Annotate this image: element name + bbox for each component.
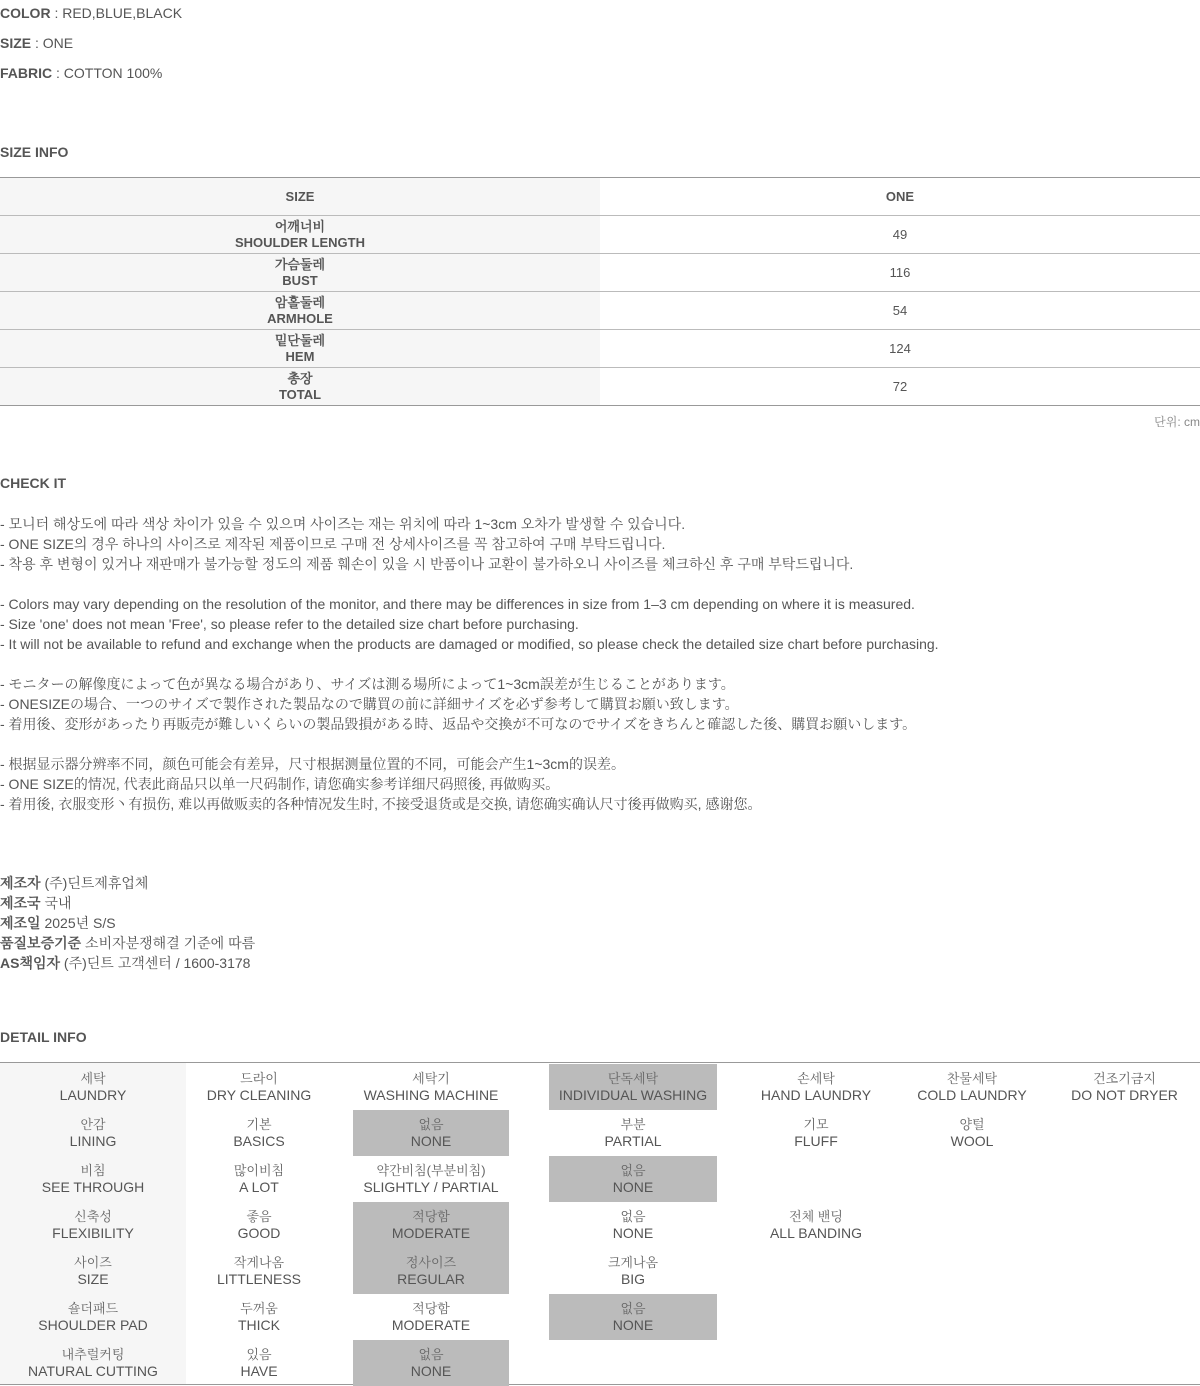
detail-ko: 적당함: [412, 1301, 450, 1316]
detail-ko: 사이즈: [74, 1255, 112, 1270]
detail-ko: 정사이즈: [405, 1255, 457, 1270]
detail-en: NONE: [612, 1225, 654, 1241]
detail-en: NONE: [612, 1179, 654, 1195]
detail-en: PARTIAL: [604, 1133, 662, 1149]
detail-en: HAND LAUNDRY: [760, 1087, 872, 1103]
detail-ko: 없음: [418, 1347, 444, 1362]
maker-line: [0, 913, 255, 933]
check-note-line: - ONE SIZE的情况, 代表此商品只以单一尺码制作, 请您确实参考详细尺码照後, 再做购买。: [0, 776, 560, 792]
check-gap: [0, 654, 1200, 674]
maker-label: 품질보증기준: [0, 935, 82, 951]
detail-option: [353, 1156, 509, 1202]
detail-row-label: [0, 1248, 186, 1294]
detail-ko: 전체 밴딩: [789, 1209, 843, 1224]
detail-en: BASICS: [233, 1133, 285, 1149]
detail-ko: 숄더패드: [67, 1301, 119, 1316]
detail-ko: 세탁기: [412, 1071, 450, 1086]
detail-en: LITTLENESS: [216, 1271, 302, 1287]
detail-option: [186, 1156, 332, 1202]
detail-en: LINING: [69, 1133, 117, 1149]
detail-en: NONE: [410, 1133, 452, 1149]
detail-ko: 비침: [80, 1163, 106, 1178]
detail-en: BIG: [620, 1271, 646, 1287]
detail-en: ALL BANDING: [769, 1225, 863, 1241]
check-it-notes: [0, 514, 1200, 814]
maker-line: [0, 893, 255, 913]
detail-option: [717, 1064, 915, 1110]
detail-en: WOOL: [950, 1133, 994, 1149]
detail-ko: 없음: [620, 1301, 646, 1316]
detail-row-label: [0, 1110, 186, 1156]
detail-option: [1049, 1064, 1200, 1110]
detail-en: WASHING MACHINE: [363, 1087, 499, 1103]
check-note-line: - 着用後, 衣服变形丶有损伤, 难以再做贩卖的各种情况发生时, 不接受退货或是交换, 请您确实确认尺寸後再做购买, 感谢您。: [0, 796, 762, 812]
maker-info: [0, 873, 255, 973]
detail-option-selected: [353, 1110, 509, 1156]
detail-ko: 부분: [620, 1117, 646, 1132]
detail-option: [549, 1248, 717, 1294]
detail-en: FLEXIBILITY: [52, 1225, 134, 1241]
size-table-row: [0, 368, 1200, 406]
check-it-title: CHECK IT: [0, 475, 67, 491]
check-note-line: - ONE SIZE의 경우 하나의 사이즈로 제작된 제품이므로 구매 전 상세사이즈를 꼭 참고하여 구매 부탁드립니다.: [0, 536, 666, 552]
detail-en: MODERATE: [391, 1225, 471, 1241]
spec-color: [0, 5, 182, 21]
size-measure-label: [0, 292, 600, 329]
detail-ko: 손세탁: [797, 1071, 835, 1086]
maker-value: 2025년 S/S: [40, 915, 116, 931]
size-measure-en: TOTAL: [278, 386, 322, 402]
detail-option: [186, 1064, 332, 1110]
spec-fabric-label: FABRIC: [0, 65, 53, 81]
size-measure-en: ARMHOLE: [267, 310, 333, 326]
detail-option: [717, 1202, 915, 1248]
detail-row-label: [0, 1064, 186, 1110]
detail-ko: 없음: [620, 1209, 646, 1224]
maker-label: 제조일: [0, 915, 41, 931]
maker-line: [0, 873, 255, 893]
spec-fabric-value: : COTTON 100%: [52, 65, 163, 81]
check-note-line: - 根据显示器分辨率不同，颜色可能会有差异，尺寸根据测量位置的不同，可能会产生1~3cm的误差。: [0, 756, 625, 772]
size-header-label: SIZE: [0, 178, 600, 215]
spec-fabric: [0, 65, 162, 81]
size-measure-label: [0, 368, 600, 405]
spec-size: [0, 35, 73, 51]
detail-info-title: DETAIL INFO: [0, 1029, 87, 1045]
size-measure-value: 116: [889, 265, 911, 280]
detail-en: REGULAR: [397, 1271, 465, 1287]
detail-en: DO NOT DRYER: [1071, 1087, 1178, 1103]
check-note-line: - 착용 후 변형이 있거나 재판매가 불가능할 정도의 제품 훼손이 있을 시 반품이나 교환이 불가하오니 사이즈를 체크하신 후 구매 부탁드립니다.: [0, 556, 854, 572]
detail-option: [549, 1202, 717, 1248]
check-note-line: - 着用後、変形があったり再販売が難しいくらいの製品毀損がある時、返品や交換が不可なのでサイズをきちんと確認した後、購買お願いします。: [0, 716, 917, 732]
size-measure-en: BUST: [282, 272, 318, 288]
detail-ko: 크게나옴: [607, 1255, 659, 1270]
detail-ko: 안감: [80, 1117, 106, 1132]
detail-ko: 적당함: [412, 1209, 450, 1224]
detail-en: HAVE: [240, 1363, 278, 1379]
check-note-line: - モニターの解像度によって色が異なる場合があり、サイズは測る場所によって1~3cm誤差が生じることがあります。: [0, 676, 735, 692]
size-measure-value: 49: [892, 227, 908, 242]
detail-ko: 작게나옴: [233, 1255, 285, 1270]
detail-en: SIZE: [77, 1271, 109, 1287]
detail-option: [549, 1110, 717, 1156]
check-note-line: - ONESIZEの場合、一つのサイズで製作された製品なので購買の前に詳細サイズを必ず参考して購買お願い致します。: [0, 696, 739, 712]
detail-ko: 많이비침: [233, 1163, 285, 1178]
detail-option-selected: [353, 1202, 509, 1248]
detail-en: NONE: [410, 1363, 452, 1379]
size-measure-ko: 가슴둘레: [274, 256, 326, 272]
detail-row-label: [0, 1156, 186, 1202]
detail-ko: 찬물세탁: [946, 1071, 998, 1086]
check-note-line: - It will not be available to refund and exchange when the products are damaged or modified, so please check the detailed size chart before purchasing.: [0, 636, 939, 652]
detail-ko: 기모: [803, 1117, 829, 1132]
detail-en: SEE THROUGH: [41, 1179, 145, 1195]
detail-ko: 기본: [246, 1117, 272, 1132]
check-gap: [0, 734, 1200, 754]
detail-option-selected: [353, 1248, 509, 1294]
detail-ko: 없음: [620, 1163, 646, 1178]
size-measure-en: HEM: [285, 348, 315, 364]
detail-ko: 세탁: [80, 1071, 106, 1086]
detail-en: GOOD: [237, 1225, 281, 1241]
size-measure-ko: 총장: [287, 370, 313, 386]
check-gap: [0, 574, 1200, 594]
maker-value: 국내: [40, 895, 72, 911]
detail-option-selected: [549, 1156, 717, 1202]
size-measure-ko: 밑단둘레: [274, 332, 326, 348]
size-table-header: [0, 178, 1200, 216]
detail-option: [186, 1340, 332, 1386]
maker-value: 소비자분쟁해결 기준에 따름: [81, 935, 256, 951]
detail-en: DRY CLEANING: [206, 1087, 312, 1103]
detail-option: [186, 1294, 332, 1340]
maker-value: (주)딘트 고객센터 / 1600-3178: [60, 955, 251, 971]
detail-ko: 신축성: [74, 1209, 112, 1224]
detail-ko: 약간비침(부분비침): [376, 1163, 486, 1178]
spec-size-label: SIZE: [0, 35, 32, 51]
size-measure-en: SHOULDER LENGTH: [235, 234, 365, 250]
detail-row-label: [0, 1202, 186, 1248]
detail-ko: 있음: [246, 1347, 272, 1362]
size-unit: 단위: cm: [1154, 415, 1200, 429]
maker-label: 제조국: [0, 895, 41, 911]
detail-ko: 단독세탁: [607, 1071, 659, 1086]
size-table-row: [0, 216, 1200, 254]
size-measure-ko: 암홀둘레: [274, 294, 326, 310]
detail-option: [186, 1202, 332, 1248]
detail-option: [353, 1294, 509, 1340]
detail-option-selected: [549, 1064, 717, 1110]
size-info-title: SIZE INFO: [0, 144, 69, 160]
detail-option: [894, 1110, 1050, 1156]
detail-option-selected: [549, 1294, 717, 1340]
check-note-line: - 모니터 해상도에 따라 색상 차이가 있을 수 있으며 사이즈는 재는 위치에 따라 1~3cm 오차가 발생할 수 있습니다.: [0, 516, 686, 532]
detail-row-label: [0, 1294, 186, 1340]
spec-color-label: COLOR: [0, 5, 51, 21]
size-table-row: [0, 330, 1200, 368]
maker-label: 제조자: [0, 875, 41, 891]
spec-size-value: : ONE: [31, 35, 74, 51]
maker-line: [0, 933, 255, 953]
detail-en: FLUFF: [794, 1133, 838, 1149]
size-measure-label: [0, 330, 600, 367]
size-measure-value: 124: [889, 341, 911, 356]
detail-option: [186, 1248, 332, 1294]
size-measure-label: [0, 254, 600, 291]
maker-line: [0, 953, 255, 973]
spec-color-value: : RED,BLUE,BLACK: [50, 5, 183, 21]
size-measure-value: 54: [892, 303, 908, 318]
size-table: [0, 177, 1200, 406]
detail-en: THICK: [238, 1317, 280, 1333]
detail-table: [0, 1062, 1200, 1385]
size-measure-ko: 어깨너비: [274, 218, 326, 234]
detail-ko: 좋음: [246, 1209, 272, 1224]
detail-ko: 없음: [418, 1117, 444, 1132]
detail-en: NATURAL CUTTING: [28, 1363, 158, 1379]
detail-option: [186, 1110, 332, 1156]
size-table-row: [0, 292, 1200, 330]
check-note-line: - Size 'one' does not mean 'Free', so please refer to the detailed size chart before purchasing.: [0, 616, 579, 632]
size-measure-value: 72: [892, 379, 908, 394]
maker-label: AS책임자: [0, 955, 61, 971]
detail-ko: 양털: [959, 1117, 985, 1132]
detail-en: INDIVIDUAL WASHING: [558, 1087, 708, 1103]
detail-ko: 건조기금지: [1093, 1071, 1156, 1086]
detail-en: COLD LAUNDRY: [917, 1087, 1027, 1103]
detail-en: A LOT: [239, 1179, 279, 1195]
detail-en: SHOULDER PAD: [38, 1317, 148, 1333]
detail-en: LAUNDRY: [59, 1087, 127, 1103]
detail-ko: 드라이: [240, 1071, 278, 1086]
detail-row-label: [0, 1340, 186, 1386]
detail-option: [353, 1064, 509, 1110]
detail-ko: 두꺼움: [240, 1301, 278, 1316]
detail-option: [717, 1110, 915, 1156]
size-measure-label: [0, 216, 600, 253]
detail-ko: 내추럴커팅: [61, 1347, 125, 1362]
detail-en: MODERATE: [391, 1317, 471, 1333]
detail-option-selected: [353, 1340, 509, 1386]
size-header-value: ONE: [885, 189, 915, 204]
detail-option: [894, 1064, 1050, 1110]
detail-en: NONE: [612, 1317, 654, 1333]
size-table-row: [0, 254, 1200, 292]
check-note-line: - Colors may vary depending on the resolution of the monitor, and there may be differences in size from 1–3 cm depending on where it is measured.: [0, 596, 915, 612]
detail-en: SLIGHTLY / PARTIAL: [363, 1179, 499, 1195]
maker-value: (주)딘트제휴업체: [40, 875, 149, 891]
